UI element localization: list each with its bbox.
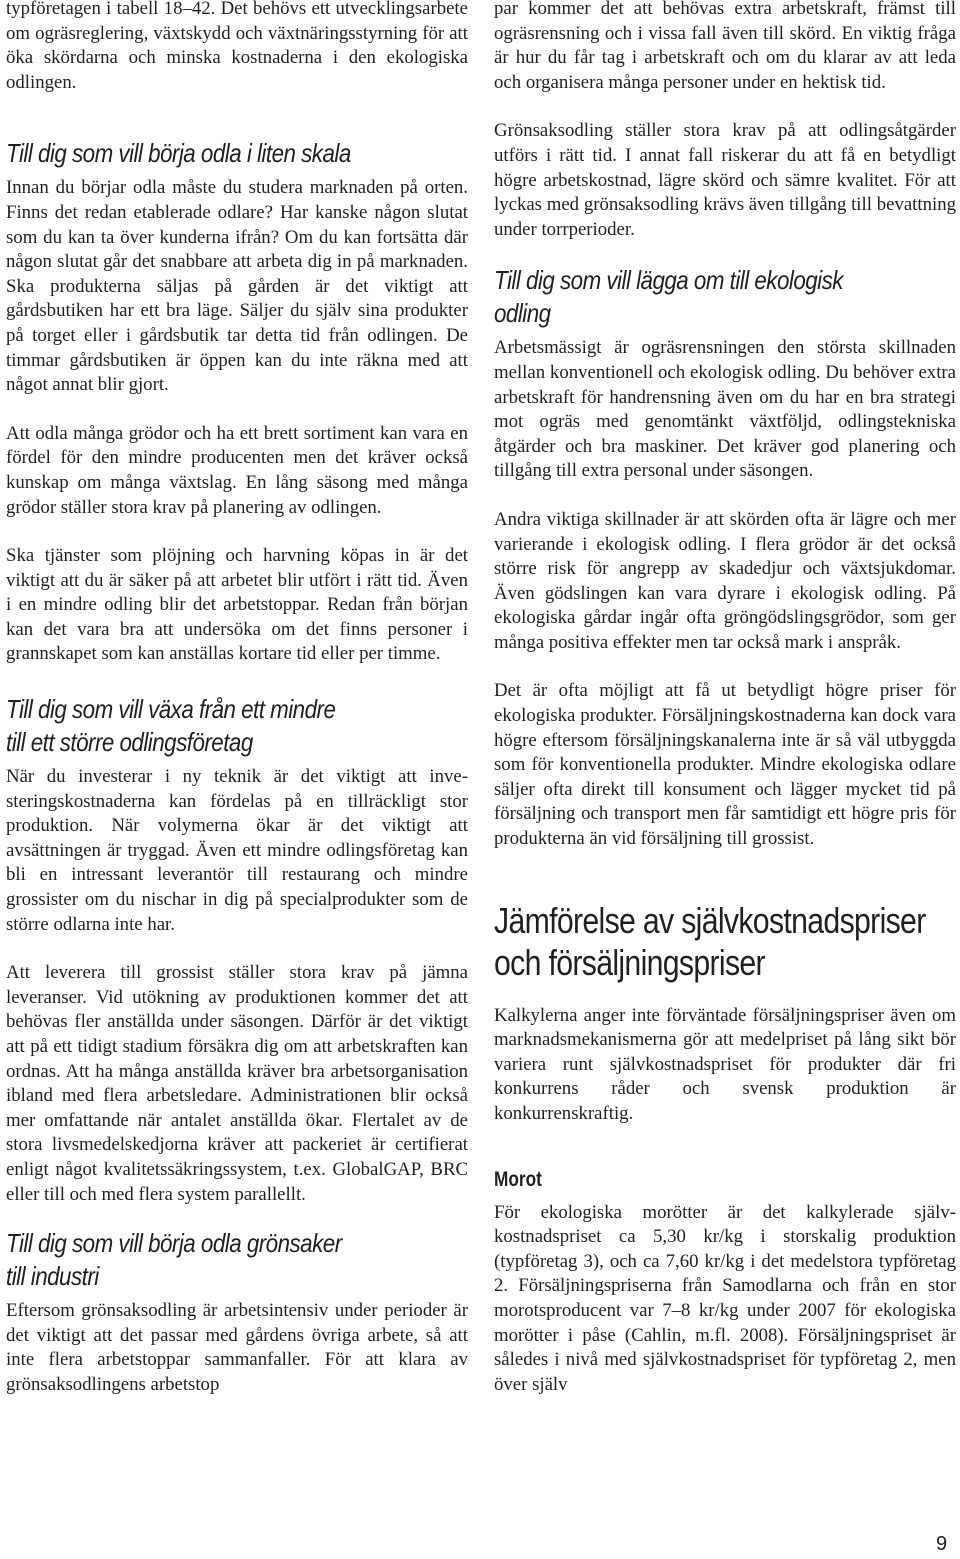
- heading-comparison-line-1: Jämförelse av självkostnadspriser: [494, 899, 926, 941]
- heading-organic-line-2: odling: [494, 298, 551, 329]
- paragraph-grow-1: När du investerar i ny teknik är det viktigt att investeringskostnaderna kan fördelas på en tillräckligt stor produktion. När volymerna ökar är det viktigt att avsättningen är tryggad. Även ett mindre odlingsföretag kan bli en intressant leverantör till restaurang och mindre grossister om du nischar in dig på specialprodukter som de större odlarna inte har.: [6, 766, 468, 935]
- paragraph-industry-1: Eftersom grönsaksodling är arbetsintensiv under perioder är det viktigt att det passar med gårdens övriga arbete, så att inte flera arbetstoppar sammanfaller. För att klara av grönsaksodlingens arbetstop: [6, 1300, 468, 1395]
- paragraph-small-scale-1: Innan du börjar odla måste du studera marknaden på orten. Finns det redan etablerade odlare? Har kanske någon slutat som du kan ta över kunderna ifrån? Om du kan fortsätta där någon slutat går det snabbare att arbeta dig in på marknaden. Ska produkterna säljas på gården är det viktigt att gårdsbutiken har ett bra läge. Säljer du själv sina produkter på torget eller i gårdsbutik tar detta tid från odlingen. De timmar gårdsbutiken är öppen kan du inte räkna med att något annat blir gjort.: [6, 177, 468, 396]
- paragraph-continuation-1: par kommer det att behövas extra arbetskraft, främst till ogräsrensning och i vissa fall även till skörd. En viktig fråga är hur du får tag i arbetskraft och om du klarar av att leda och organisera många personer under en hektisk tid.: [494, 0, 956, 93]
- paragraph-continuation-2: Grönsaksodling ställer stora krav på att odlingsåtgärder utförs i rätt tid. I annat fall riskerar du att få en betydligt högre arbetskostnad, lägre skörd och sämre kvalitet. För att lyckas med grönsaksodling krävs även tillgång till bevattning under torrperioder.: [494, 120, 956, 240]
- paragraph-small-scale-3: Ska tjänster som plöjning och harvning köpas in är det viktigt att du är säker på att arbetet blir utfört i rätt tid. Även i en mindre odling blir det arbetstoppar. Redan från början kan det vara bra att undersöka om det finns personer i grannskapet som kan anställas kortare tid eller per timme.: [6, 545, 468, 665]
- page-number: 9: [936, 1533, 948, 1555]
- heading-comparison-line-2: och försäljningspriser: [494, 941, 765, 983]
- heading-grow-line-1: Till dig som vill växa från ett mindre: [6, 694, 336, 725]
- paragraph-organic-1: Arbetsmässigt är ogräsrensningen den största skillnaden mellan konventionell och ekologisk odling. Du behöver extra arbetskraft för handrensning även om du har en bra strategi mot ogräs med genomtänkt växtföljd, odlingstekniska åtgärder och bra maskiner. Det kräver god planering och tillgång till extra personal under säsongen.: [494, 337, 956, 482]
- heading-organic-line-1: Till dig som vill lägga om till ekologisk: [494, 265, 843, 296]
- heading-grow-line-2: till ett större odlingsföretag: [6, 727, 253, 758]
- paragraph-organic-2: Andra viktiga skillnader är att skörden ofta är lägre och mer varierande i ekologisk odling. I flera grödor är det också större risk för angrepp av skadedjur och växtsjukdomar. Även gödslingen kan vara dyrare i ekologisk odling. På ekologiska gårdar ingår ofta gröngödslingsgrödor, som ger många positiva effekter men tar också mark i anspråk.: [494, 508, 956, 653]
- paragraph-organic-3: Det är ofta möjligt att få ut betydligt högre priser för ekologiska produkter. Försäljningskostnaderna kan dock vara högre eftersom försäljningskanalerna inte är så väl utbyggda som för konventionella produkter. Mindre ekologiska odlare säljer ofta direkt till konsument och lägger mycket tid på försäljning och transport men får samtidigt ett högre pris för produkterna än vid försäljning till grossist.: [494, 680, 956, 850]
- heading-carrot: Morot: [494, 1167, 542, 1191]
- right-column: [494, 0, 956, 1397]
- left-column: [6, 0, 468, 1398]
- heading-small-scale: Till dig som vill börja odla i liten skala: [6, 138, 351, 169]
- paragraph-grow-2: Att leverera till grossist ställer stora krav på jämna leveranser. Vid utökning av produktionen kommer det att behövas fler anställda under säsongen. Därför är det viktigt att på ett tidigt stadium försäkra dig om att arbetskraften kan ordnas. Att ha många anställda kräver bra arbetsorganisation ibland med flera arbetsledare. Administrationen blir också mer omfattande när antalet anställda ökar. Flertalet av de stora livsmedelskedjorna kräver att packeriet är certifierat enligt något kvalitetssäkringssystem, t.ex. GlobalGAP, BRC eller till och med flera system parallellt.: [6, 962, 468, 1205]
- intro-paragraph: typföretagen i tabell 18–42. Det behövs ett utvecklingsarbete om ogräsreglering, växtskydd och växtnäringsstyrning för att öka skördarna och minska kostnaderna i den ekologiska odlingen.: [6, 0, 468, 93]
- heading-industry-line-1: Till dig som vill börja odla grönsaker: [6, 1228, 342, 1259]
- paragraph-carrot-1: För ekologiska morötter är det kalkylerade självkostnadspriset ca 5,30 kr/kg i storskalig produktion (typföretag 3), och ca 7,60 kr/kg i det medelstora typföretag 2. Försäljningspriserna från Samodlarna och från en stor morotsproducent var 7–8 kr/kg under 2007 för ekologiska morötter i påse (Cahlin, m.fl. 2008). Försäljningspriset är således i nivå med självkostnadspriset för typföretag 2, men över själv: [494, 1201, 956, 1395]
- paragraph-comparison-1: Kalkylerna anger inte förväntade försäljningspriser även om marknadsmekanismerna gör att medelpriset på lång sikt bör variera runt självkostnadspriset för produkter där fri konkurrens råder och svensk produktion är konkurrenskraftig.: [494, 1004, 956, 1124]
- heading-industry-line-2: till industri: [6, 1261, 99, 1292]
- paragraph-small-scale-2: Att odla många grödor och ha ett brett sortiment kan vara en fördel för den mindre producenten men det kräver också kunskap om många växtslag. En lång säsong med många grödor ställer stora krav på planering av odlingen.: [6, 422, 468, 518]
